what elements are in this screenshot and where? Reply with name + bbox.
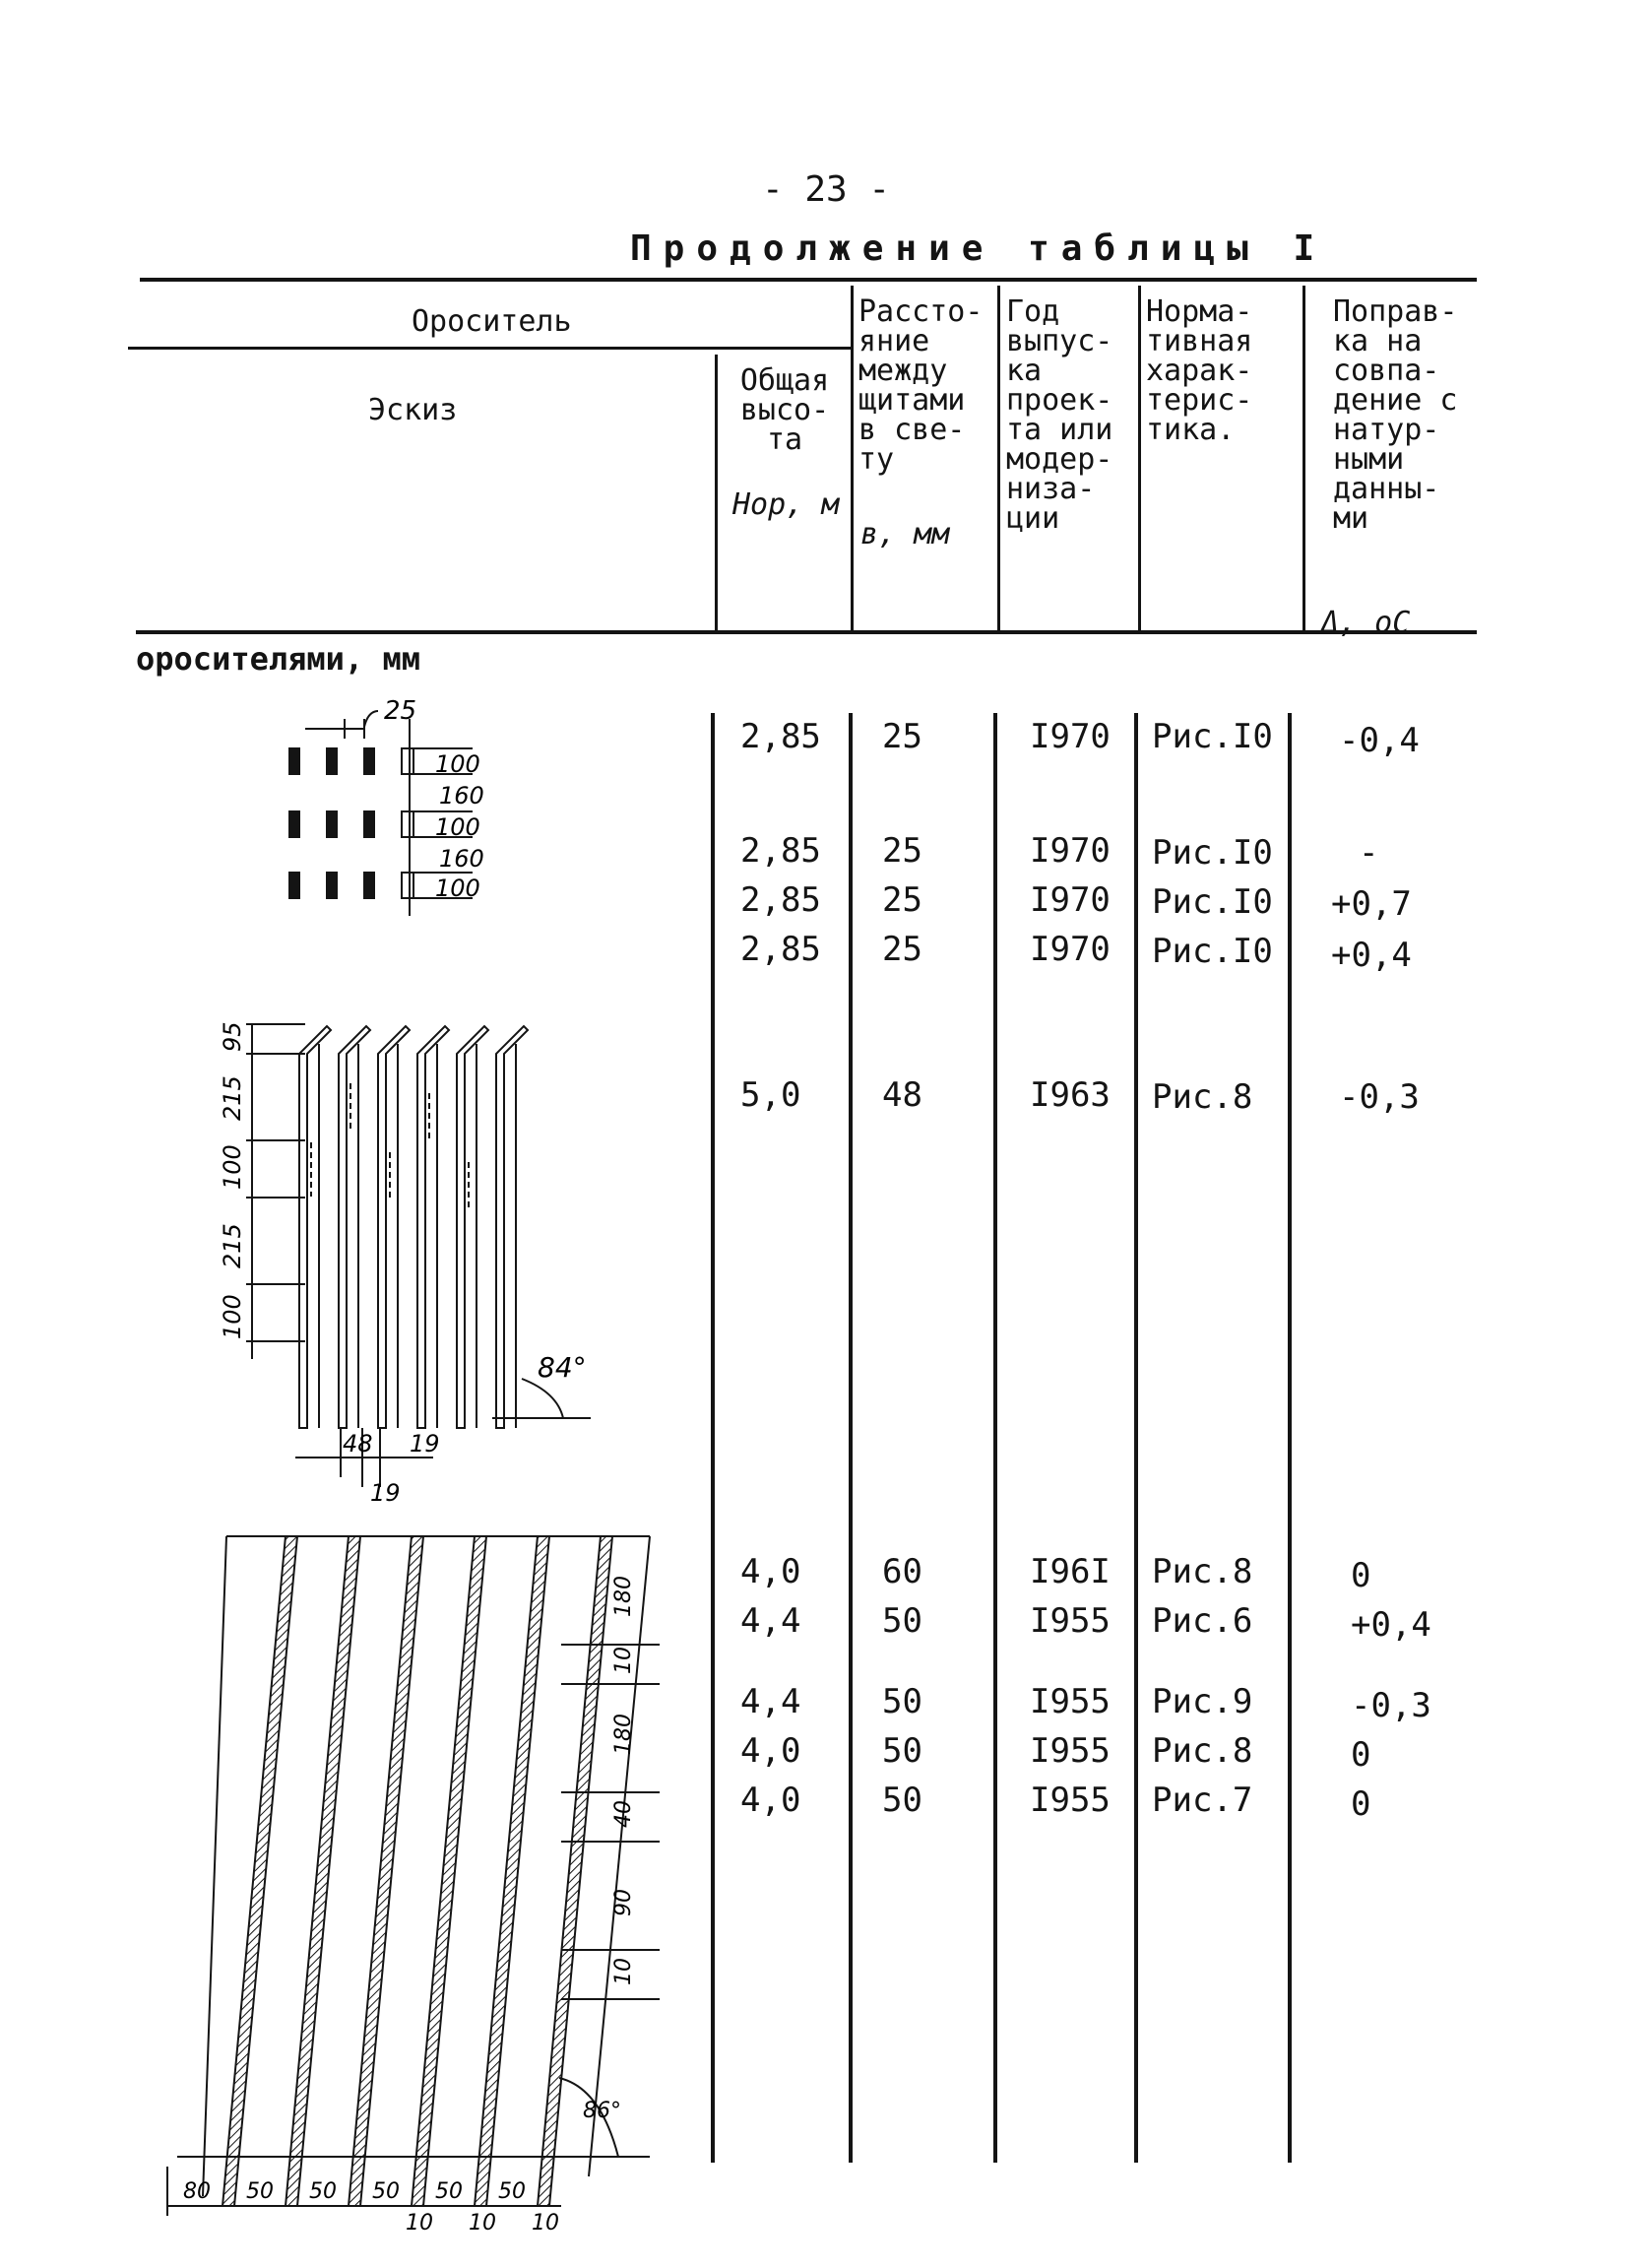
- dim-label: 48: [343, 1430, 373, 1458]
- cell-spacing: 50: [882, 1682, 922, 1721]
- cell-norm: Рис.8: [1152, 1731, 1253, 1771]
- dim-label: 50: [498, 2179, 526, 2204]
- cell-year: I955: [1030, 1781, 1111, 1820]
- cell-height: 2,85: [740, 880, 821, 920]
- dim-label: 10: [611, 1958, 636, 1985]
- cell-correction: +0,4: [1351, 1605, 1431, 1645]
- dim-label: 10: [406, 2211, 433, 2236]
- body-divider-2: [849, 713, 853, 2163]
- cell-height: 4,0: [740, 1731, 801, 1771]
- cell-correction: -0,3: [1351, 1686, 1431, 1725]
- cell-correction: 0: [1351, 1735, 1371, 1775]
- dim-label: 215: [219, 1223, 246, 1268]
- header-bottom-rule: [136, 630, 1477, 634]
- header-correction: Поправ- ка на совпа- дение с натур- ными данны- ми: [1333, 294, 1458, 536]
- dim-label: 95: [219, 1021, 246, 1052]
- dim-label: 19: [370, 1479, 401, 1507]
- cell-spacing: 25: [882, 930, 922, 969]
- cell-norm: Рис.I0: [1152, 717, 1273, 756]
- header-sketch: Эскиз: [368, 393, 458, 427]
- cell-year: I955: [1030, 1682, 1111, 1721]
- dim-label: 180: [611, 1714, 636, 1755]
- dim-label: 100: [435, 875, 480, 902]
- dim-label: 180: [611, 1576, 636, 1617]
- header-group-label: Ороситель: [412, 304, 572, 339]
- cell-norm: Рис.8: [1152, 1077, 1253, 1117]
- header-correction-symbol: Δ, оС: [1321, 606, 1411, 640]
- sketch-inclined-plates: [197, 995, 610, 1507]
- cell-height: 4,4: [740, 1601, 801, 1641]
- cell-spacing: 50: [882, 1731, 922, 1771]
- header-spacing-symbol: в, мм: [860, 517, 950, 551]
- header-year: Год выпус- ка проек- та или модер- низа- ции: [1006, 294, 1113, 536]
- cell-height: 2,85: [740, 831, 821, 871]
- cell-norm: Рис.7: [1152, 1781, 1253, 1820]
- cell-height: 2,85: [740, 717, 821, 756]
- cell-spacing: 25: [882, 880, 922, 920]
- cell-correction: +0,4: [1331, 936, 1412, 975]
- cell-year: I96I: [1030, 1552, 1111, 1591]
- body-divider-3: [993, 713, 997, 2163]
- cell-height: 4,4: [740, 1682, 801, 1721]
- cell-height: 4,0: [740, 1552, 801, 1591]
- table-continuation-title: Продолжение таблицы I: [630, 228, 1327, 269]
- dim-label: 90: [611, 1889, 636, 1916]
- dim-label: 80: [183, 2179, 211, 2204]
- dim-label: 100: [219, 1144, 246, 1190]
- dim-label: 100: [219, 1294, 246, 1339]
- dim-label: 160: [439, 845, 484, 873]
- dim-label: 10: [469, 2211, 496, 2236]
- dim-label: 10: [532, 2211, 559, 2236]
- page-number: - 23 -: [761, 169, 891, 210]
- cell-correction: 0: [1351, 1784, 1371, 1824]
- header-norm: Норма- тивная харак- терис- тика.: [1146, 294, 1253, 447]
- cell-height: 4,0: [740, 1781, 801, 1820]
- angle-label: 84°: [538, 1351, 587, 1384]
- dim-label: 215: [219, 1075, 246, 1121]
- cell-year: I970: [1030, 930, 1111, 969]
- dim-label: 40: [611, 1800, 636, 1828]
- cell-correction: -0,4: [1339, 721, 1420, 760]
- cell-height: 2,85: [740, 930, 821, 969]
- dim-label: 100: [435, 813, 480, 841]
- sketch-long-plates: [148, 1526, 679, 2236]
- cell-year: I955: [1030, 1601, 1111, 1641]
- group-rule: [128, 347, 853, 350]
- cell-spacing: 25: [882, 717, 922, 756]
- cell-year: I970: [1030, 880, 1111, 920]
- cell-correction: -: [1359, 833, 1379, 873]
- sketch-slat-grid: [266, 689, 522, 926]
- col-divider-4: [1138, 286, 1141, 632]
- cell-correction: -0,3: [1339, 1077, 1420, 1117]
- cell-norm: Рис.8: [1152, 1552, 1253, 1591]
- body-divider-5: [1288, 713, 1292, 2163]
- cell-norm: Рис.I0: [1152, 932, 1273, 971]
- dim-label: 25: [384, 696, 417, 726]
- cell-norm: Рис.I0: [1152, 882, 1273, 922]
- section-label: оросителями, мм: [136, 640, 420, 678]
- dim-label: 50: [435, 2179, 463, 2204]
- table-top-rule: [140, 278, 1477, 282]
- cell-spacing: 50: [882, 1781, 922, 1820]
- cell-spacing: 50: [882, 1601, 922, 1641]
- cell-year: I970: [1030, 717, 1111, 756]
- cell-norm: Рис.6: [1152, 1601, 1253, 1641]
- cell-spacing: 60: [882, 1552, 922, 1591]
- col-divider-2: [851, 286, 854, 632]
- cell-norm: Рис.I0: [1152, 833, 1273, 873]
- col-divider-1: [715, 355, 718, 632]
- dim-label: 50: [309, 2179, 337, 2204]
- cell-spacing: 48: [882, 1075, 922, 1115]
- dim-label: 100: [435, 750, 480, 778]
- dim-label: 50: [372, 2179, 400, 2204]
- body-divider-1: [711, 713, 715, 2163]
- angle-label: 86°: [583, 2099, 621, 2123]
- cell-correction: +0,7: [1331, 884, 1412, 924]
- cell-correction: 0: [1351, 1556, 1371, 1595]
- dim-label: 19: [410, 1430, 440, 1458]
- cell-year: I963: [1030, 1075, 1111, 1115]
- header-height: Общая высо- та: [739, 363, 830, 457]
- dim-label: 50: [246, 2179, 274, 2204]
- col-divider-3: [997, 286, 1000, 632]
- cell-norm: Рис.9: [1152, 1682, 1253, 1721]
- cell-year: I955: [1030, 1731, 1111, 1771]
- cell-spacing: 25: [882, 831, 922, 871]
- body-divider-4: [1134, 713, 1138, 2163]
- header-spacing: Рассто- яние между щитами в све- ту: [858, 294, 984, 477]
- dim-label: 160: [439, 782, 484, 810]
- cell-height: 5,0: [740, 1075, 801, 1115]
- header-height-symbol: Hор, м: [732, 487, 840, 522]
- col-divider-5: [1303, 286, 1305, 632]
- dim-label: 10: [611, 1647, 636, 1674]
- cell-year: I970: [1030, 831, 1111, 871]
